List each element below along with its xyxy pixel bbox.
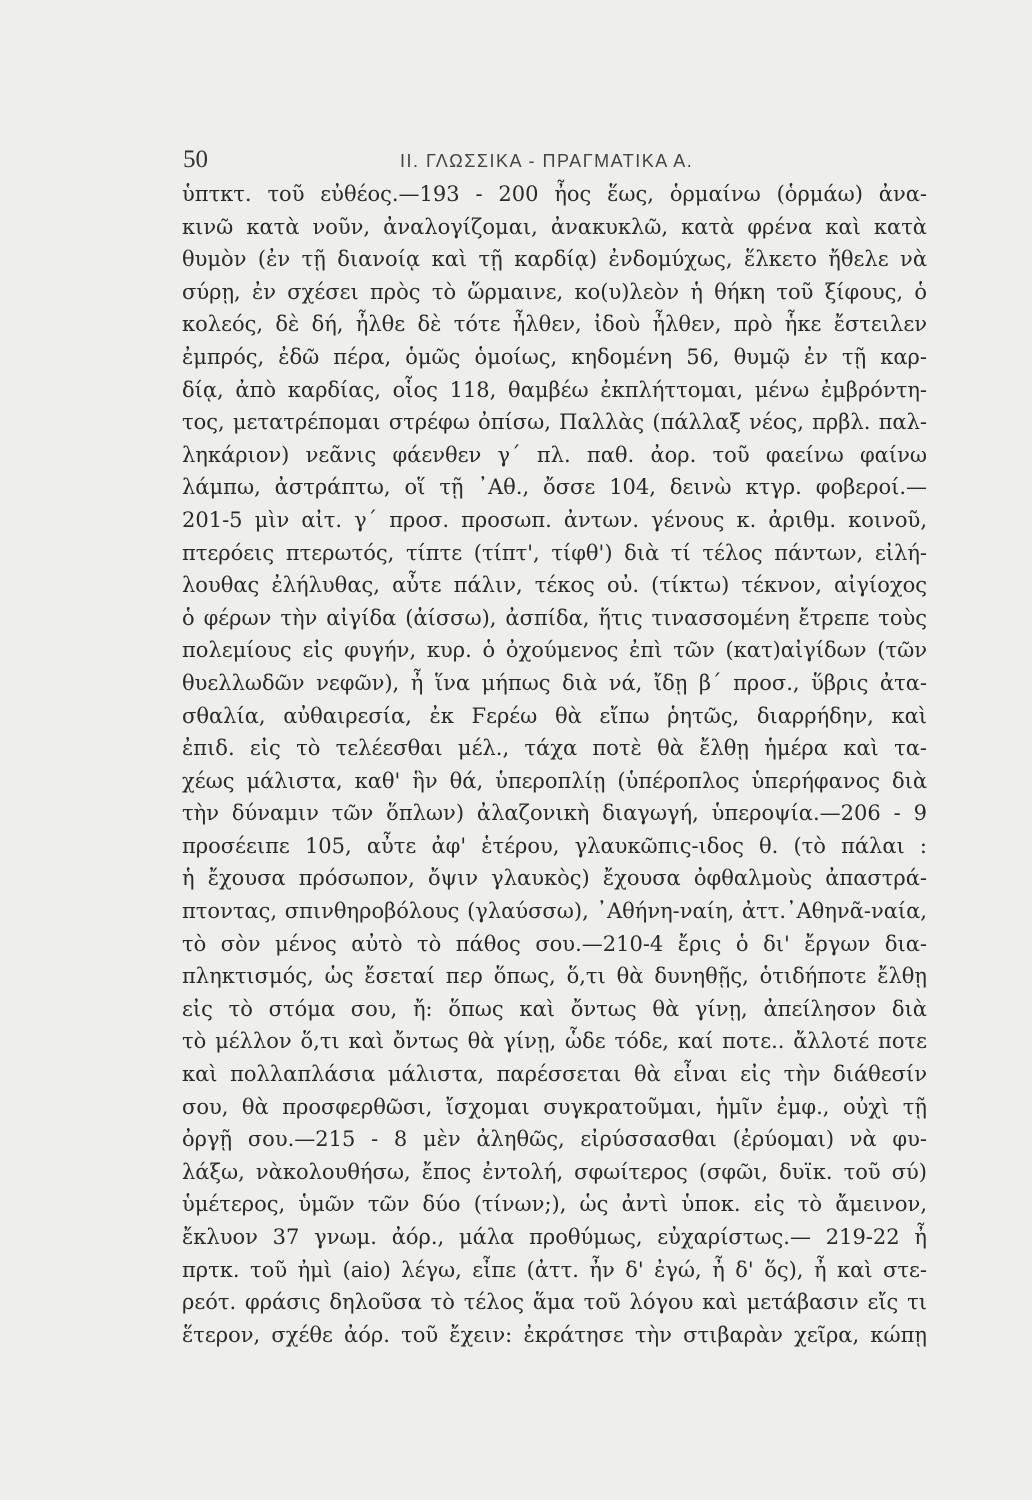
text-line: ὁ φέρων τὴν αἰγίδα (ἀίσσω), ἀσπίδα, ἥτις τινασσομένη ἔτρεπε τοὺς bbox=[182, 605, 927, 630]
text-line: ρεότ. φράσις δηλοῦσα τὸ τέλος ἅμα τοῦ λόγου καὶ μετάβασιν εἴς τι bbox=[182, 1290, 927, 1315]
text-line: ὀργῇ σου.—215 - 8 μὲν ἀληθῶς, εἰρύσσασθαι (ἐρύομαι) νὰ φυ- bbox=[182, 1127, 927, 1152]
text-line: ληκάριον) νεᾶνις φάενθεν γ΄ πλ. παθ. ἀορ. τοῦ φαείνω φαίνω bbox=[182, 442, 927, 467]
text-line: σθαλία, αὐθαιρεσία, ἐκ Ϝερέω θὰ εἴπω ῥητῶς, διαρρήδην, καὶ bbox=[182, 703, 927, 728]
text-line: χέως μάλιστα, καθ' ἣν θά, ὑπεροπλίῃ (ὑπέροπλος ὑπερήφανος διὰ bbox=[182, 768, 927, 793]
text-line: ὑμέτερος, ὑμῶν τῶν δύο (τίνων;), ὡς ἀντὶ ὑποκ. εἰς τὸ ἄμεινον, bbox=[182, 1192, 927, 1217]
commentary-text bbox=[182, 178, 927, 1351]
text-line: τος, μετατρέπομαι στρέφω ὀπίσω, Παλλὰς (πάλλαξ νέος, πρβλ. παλ- bbox=[182, 410, 927, 435]
text-line: καὶ πολλαπλάσια μάλιστα, παρέσσεται θὰ εἶναι εἰς τὴν διάθεσίν bbox=[182, 1062, 927, 1087]
text-line: λάξω, νὰκολουθήσω, ἔπος ἐντολή, σφωίτερος (σφῶι, δυϊκ. τοῦ σύ) bbox=[182, 1159, 927, 1184]
text-line: θυελλωδῶν νεφῶν), ἦ ἵνα μήπως διὰ νά, ἴδῃ β΄ προσ., ὕβρις ἀτα- bbox=[182, 670, 927, 695]
text-line: κινῶ κατὰ νοῦν, ἀναλογίζομαι, ἀνακυκλῶ, κατὰ φρένα καὶ κατὰ bbox=[182, 214, 927, 239]
text-line: ἕτερον, σχέθε ἀόρ. τοῦ ἔχειν: ἐκράτησε τὴν στιβαρὰν χεῖρα, κώπῃ bbox=[182, 1322, 927, 1347]
text-line: ὑπτκτ. τοῦ εὐθέος.—193 - 200 ἦος ἕως, ὁρμαίνω (ὁρμάω) ἀνα- bbox=[182, 182, 927, 206]
text-line: θυμὸν (ἐν τῇ διανοίᾳ καὶ τῇ καρδίᾳ) ἐνδομύχως, ἕλκετο ἤθελε νὰ bbox=[182, 247, 927, 272]
text-line: σου, θὰ προσφερθῶσι, ἴσχομαι συγκρατοῦμαι, ἡμῖν ἐμφ., οὐχὶ τῇ bbox=[182, 1094, 927, 1119]
text-line: κολεός, δὲ δή, ἦλθε δὲ τότε ἦλθεν, ἰδοὺ ἦλθεν, πρὸ ἧκε ἔστειλεν bbox=[182, 312, 927, 337]
text-line: πτερόεις πτερωτός, τίπτε (τίπτ', τίφθ') διὰ τί τέλος πάντων, εἰλή- bbox=[182, 540, 927, 565]
text-line: προσέειπε 105, αὖτε ἀφ' ἑτέρου, γλαυκῶπις-ιδος θ. (τὸ πάλαι : bbox=[182, 833, 927, 858]
text-line: πληκτισμός, ὡς ἔσεταί περ ὅπως, ὅ,τι θὰ δυνηθῇς, ὁτιδήποτε ἔλθῃ bbox=[182, 964, 927, 989]
text-line: ἐπιδ. εἰς τὸ τελέεσθαι μέλ., τάχα ποτὲ θὰ ἔλθῃ ἡμέρα καὶ τα- bbox=[182, 736, 927, 761]
text-line: πολεμίους εἰς φυγήν, κυρ. ὁ ὀχούμενος ἐπὶ τῶν (κατ)αἰγίδων (τῶν bbox=[182, 638, 927, 663]
text-line: λουθας ἐλήλυθας, αὖτε πάλιν, τέκος οὐ. (τίκτω) τέκνον, αἰγίοχος bbox=[182, 573, 927, 598]
page-number: 50 bbox=[183, 146, 208, 173]
text-line: ἐμπρός, ἐδῶ πέρα, ὁμῶς ὁμοίως, κηδομένη 56, θυμῷ ἐν τῇ καρ- bbox=[182, 344, 927, 369]
text-line: λάμπω, ἀστράπτω, οἵ τῇ ᾿Αθ., ὄσσε 104, δεινὼ κτγρ. φοβεροί.— bbox=[182, 475, 927, 500]
running-title: II. ΓΛΩΣΣΙΚΑ - ΠΡΑΓΜΑΤΙΚΑ Α. bbox=[400, 151, 694, 171]
text-line: 201-5 μὶν αἰτ. γ΄ προσ. προσωπ. ἀντων. γένους κ. ἀριθμ. κοινοῦ, bbox=[182, 507, 927, 532]
text-line: τὸ σὸν μένος αὐτὸ τὸ πάθος σου.—210-4 ἔρις ὁ δι' ἔργων δια- bbox=[182, 931, 927, 956]
text-line: πρτκ. τοῦ ἠμὶ (aio) λέγω, εἶπε (ἀττ. ἦν δ' ἐγώ, ἦ δ' ὅς), ἦ καὶ στε- bbox=[182, 1257, 927, 1282]
text-line: ἡ ἔχουσα πρόσωπον, ὄψιν γλαυκὸς) ἔχουσα ὀφθαλμοὺς ἀπαστρά- bbox=[182, 866, 927, 891]
text-line: δίᾳ, ἀπὸ καρδίας, οἷος 118, θαμβέω ἐκπλήττομαι, μένω ἐμβρόντη- bbox=[182, 377, 927, 402]
text-line: σύρῃ, ἐν σχέσει πρὸς τὸ ὥρμαινε, κο(υ)λεὸν ἡ θήκη τοῦ ξίφους, ὁ bbox=[182, 279, 927, 304]
text-line: ἔκλυον 37 γνωμ. ἀόρ., μάλα προθύμως, εὐχαρίστως.— 219-22 ἦ bbox=[182, 1225, 927, 1249]
text-line: πτοντας, σπινθηροβόλους (γλαύσσω), ᾿Αθήνη-ναίη, ἀττ.᾿Αθηνᾶ-ναία, bbox=[182, 899, 927, 924]
text-line: τὴν δύναμιν τῶν ὅπλων) ἀλαζονικὴ διαγωγή, ὑπεροψία.—206 - 9 bbox=[182, 801, 927, 826]
text-line: τὸ μέλλον ὅ,τι καὶ ὄντως θὰ γίνῃ, ὧδε τόδε, καί ποτε.. ἄλλοτέ ποτε bbox=[182, 1029, 927, 1054]
text-line: εἰς τὸ στόμα σου, ἤ: ὅπως καὶ ὄντως θὰ γίνῃ, ἀπείλησον διὰ bbox=[182, 996, 927, 1021]
